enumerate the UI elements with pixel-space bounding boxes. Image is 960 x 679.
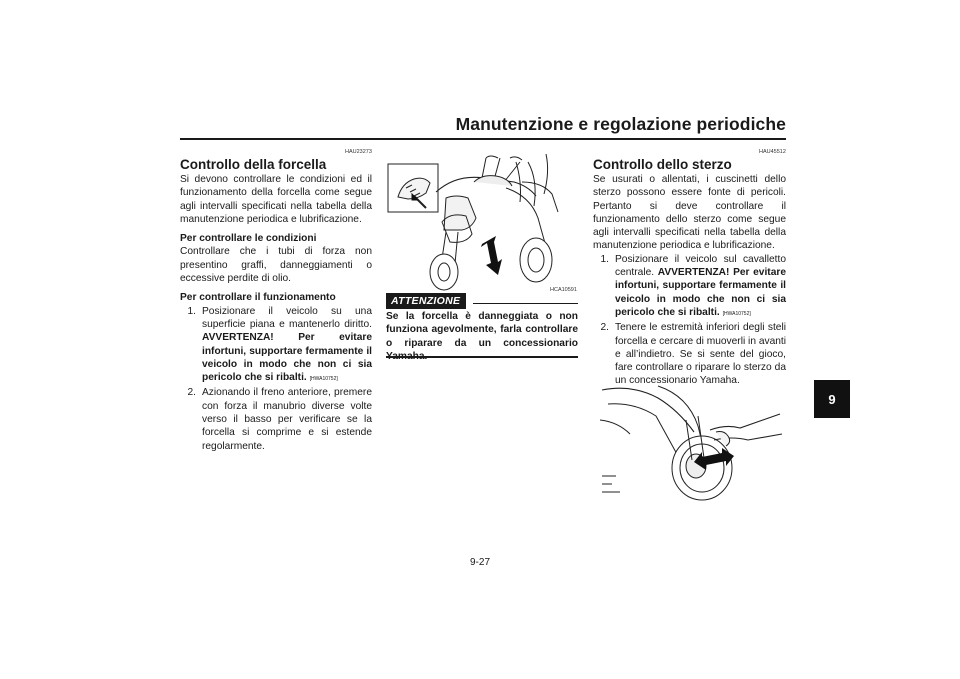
list-item [180,386,372,452]
fork-check-heading: Controllo della forcella [180,157,327,172]
fork-check-illustration [386,152,578,292]
figure-code: HCA10591 [550,287,577,293]
list-number: 2. [187,387,196,399]
list-number: 2. [600,322,609,334]
section-code: HAU45512 [759,149,786,155]
list-item [593,253,786,321]
chapter-tab: 9 [814,380,850,418]
steering-check-section [593,157,786,388]
function-heading: Per controllare il funzionamento [180,292,336,304]
list-item [180,305,372,387]
steering-check-heading: Controllo dello sterzo [593,157,732,172]
list-number: 1. [187,305,196,317]
header-rule [180,138,786,140]
step-text: Azionando il freno anteriore, premere con forza il manubrio diverse volte verso il basso per verificare se la forcella si comprime e si estende regolarmente. [202,387,372,452]
warning-code: [HWA10752] [309,376,338,383]
steering-intro-text: Se usurati o allentati, i cuscinetti dello sterzo possono essere fonte di pericoli. Pertanto si deve controllare il funzionamento dello sterzo come segue agli intervalli specificati nella tabella della manutenzione periodica e lubrificazione. [593,174,786,252]
step-text: Tenere le estremità inferiori degli steli forcella e cercare di muoverli in avanti e all’indietro. Se si sente del gioco, fare controllare o riparare lo sterzo da un concessionario Yamaha. [615,322,786,387]
caution-bottom-rule [386,356,578,358]
step-text: Posizionare il veicolo su una superficie piana e mantenerlo diritto. [202,305,372,330]
fork-check-section [180,157,372,453]
section-code: HAU23273 [345,149,372,155]
list-number: 1. [600,253,609,265]
condition-heading: Per controllare le condizioni [180,233,317,245]
warning-code: [HWA10752] [722,310,751,317]
warning-text: AVVERTENZA! Per evitare infortuni, supportare fermamente il veicolo in modo che non ci sia pericolo che si ribalti. [615,267,786,318]
condition-text: Controllare che i tubi di forza non presentino graffi, danneggiamenti o eccessive perdite di olio. [180,246,372,285]
warning-text: AVVERTENZA! Per evitare infortuni, supportare fermamente il veicolo in modo che non ci sia pericolo che si ribalti. [202,332,372,384]
steering-check-illustration [598,380,786,504]
list-item [593,321,786,387]
fork-intro-text: Si devono controllare le condizioni ed il funzionamento della forcella come segue agli intervalli specificati nella tabella della manutenzione periodica e lubrificazione. [180,174,372,225]
page-header-title: Manutenzione e regolazione periodiche [455,114,786,134]
caution-text: Se la forcella è danneggiata o non funziona agevolmente, farla controllare o riparare da un concessionario [386,311,578,349]
caution-rule [473,303,578,304]
page-number: 9-27 [469,557,490,568]
caution-badge: ATTENZIONE [386,293,466,309]
step-text: Posizionare il veicolo sul cavalletto centrale. [615,253,786,279]
